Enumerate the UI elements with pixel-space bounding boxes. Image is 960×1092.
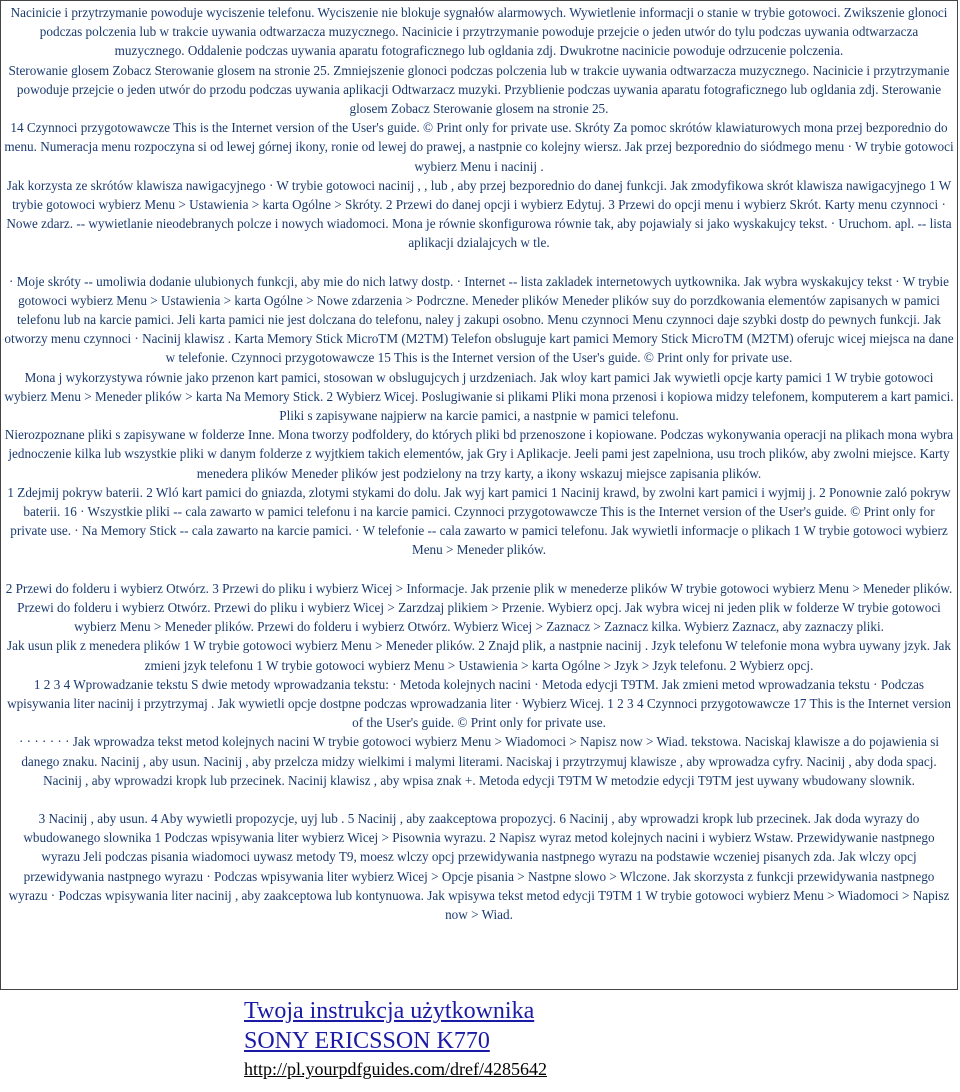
paragraph-1: Nacinicie i przytrzymanie powoduje wyciszenie telefonu. Wyciszenie nie blokuje sygnałów alarmowych. Wywietlenie informacji o stanie w trybie gotowoci. Zwikszenie glonoci podczas polczenia lub w trakcie uywania odtwarzacza muzycznego. Nacinicie i przytrzymanie powoduje przejcie o jeden utwór do tylu podczas uywania odtwarzacza muzycznego. Oddalenie podczas uywania aparatu fotograficznego lub ogldania zdj. Dwukrotne nacinicie powoduje odrzucenie polczenia.: [10, 5, 948, 59]
paragraph-4: Jak korzysta ze skrótów klawisza nawigacyjnego · W trybie gotowoci nacinij , , lub , aby przej bezporednio do danej funkcji. Jak zmodyfikowa skrót klawisza nawigacyjnego 1 W trybie gotowoci wybierz Menu > Ustawienia > karta Ogólne > Skróty. 2 Przewi do danej opcji i wybierz Edytuj. 3 Przewi do opcji menu i wybierz Skrót. Karty menu czynnoci · Nowe zdarz. -- wywietlanie nieodebranych polcze i nowych wiadomoci. Mona je równie skonfigurowa równie tak, aby pojawialy si jako wyskakujcy tekst. · Uruchom. apl. -- lista aplikacji dzialajcych w tle.: [6, 177, 952, 251]
paragraph-12: · · · · · · · Jak wprowadza tekst metod kolejnych nacini W trybie gotowoci wybierz Menu > Wiadomoci > Napisz now > Wiad. tekstowa. Naciskaj klawisze a do pojawienia si danego znaku. Nacinij , aby usun. Nacinij , aby przelcza midzy wielkimi i malymi literami. Naciskaj i przytrzymuj klawisze , aby wprowadza cyfry. Nacinij , aby doda spacj. Nacinij , aby wprowadzi kropk lub przecinek. Nacinij klawisz , aby wpisa znak +. Metoda edycji T9TM W metodzie edycji T9TM jest uywany wbudowany slownik.: [18, 734, 940, 788]
paragraph-gap: [4, 790, 954, 809]
paragraph-5: · Moje skróty -- umoliwia dodanie ulubionych funkcji, aby mie do nich latwy dostp. · Internet -- lista zakladek internetowych uytkownika. Jak wybra wyskakujcy tekst · W trybie gotowoci wybierz Menu > Ustawienia > karta Ogólne > Nowe zdarzenia > Podrczne. Meneder plików Meneder plików suy do porzdkowania elementów zapisanych w pamici telefonu lub na karcie pamici. Jeli karta pamici nie jest dolczana do telefonu, naley j zakupi osobno. Menu czynnoci Menu czynnoci daje szybki dostp do pewnych funkcji. Jak otworzy menu czynnoci · Nacinij klawisz . Karta Memory Stick MicroTM (M2TM) Telefon obsluguje kart pamici Memory Stick MicroTM (M2TM) oferujc wicej miejsca na dane w telefonie. Czynnoci przygotowawcze 15 This is the Internet version of the User's guide. © Print only for private use.: [4, 273, 954, 366]
paragraph-2: Sterowanie glosem Zobacz Sterowanie glosem na stronie 25. Zmniejszenie glonoci podczas polczenia lub w trakcie uywania odtwarzacza muzycznego. Nacinicie i przytrzymanie powoduje przejcie o jeden utwór do przodu podczas uywania aplikacji Odtwarzacz muzyki. Przyblienie podczas uywania aparatu fotograficznego lub ogldania zdj. Sterowanie glosem Zobacz Sterowanie glosem na stronie 25.: [8, 62, 950, 117]
manual-title-link[interactable]: Twoja instrukcja użytkownika: [244, 998, 535, 1024]
paragraph-11: 1 2 3 4 Wprowadzanie tekstu S dwie metody wprowadzania tekstu: · Metoda kolejnych nacini · Metoda edycji T9TM. Jak zmieni metod wprowadzania tekstu · Podczas wpisywania liter nacinij i przytrzymaj . Jak wywietli opcje dostpne podczas wprowadzania liter · Wybierz Wicej. 1 2 3 4 Czynnoci przygotowawcze 17 This is the Internet version of the User's guide. © Print only for private use.: [7, 676, 951, 731]
paragraph-gap: [4, 560, 954, 579]
paragraph-3: 14 Czynnoci przygotowawcze This is the Internet version of the User's guide. © Print only for private use. Skróty Za pomoc skrótów klawiaturowych mona przej bezporednio do menu. Numeracja menu rozpoczyna si od lewej górnej ikony, ronie od lewej do prawej, a nastpnie co kolejny wiersz. Jak przej bezporednio do siódmego menu · W trybie gotowoci wybierz Menu i nacinij .: [4, 120, 954, 174]
paragraph-13: 3 Nacinij , aby usun. 4 Aby wywietli propozycje, uyj lub . 5 Nacinij , aby zaakceptowa propozycj. 6 Nacinij , aby wprowadzi kropk lub przecinek. Jak doda wyrazy do wbudowanego slownika 1 Podczas wpisywania liter wybierz Wicej > Pisownia wyrazu. 2 Napisz wyraz metod kolejnych nacini i wybierz Wstaw. Przewidywanie nastpnego wyrazu Jeli podczas pisania wiadomoci uywasz metody T9, moesz wlczy opcj przewidywania nastpnego wyrazu na podstawie wczeniej pisanych zda. Jak wlczy opcj przewidywania nastpnego wyrazu · Podczas wpisywania liter wybierz Wicej > Opcje pisania > Nastpne slowo > Wlczone. Jak skorzysta z funkcji przewidywania nastpnego wyrazu · Podczas wpisywania liter nacinij , aby zaakceptowa lub kontynuowa. Jak wpisywa tekst metod edycji T9TM 1 W trybie gotowoci wybierz Menu > Wiadomoci > Napisz now > Wiad.: [8, 810, 950, 922]
paragraph-10: Jak usun plik z menedera plików 1 W trybie gotowoci wybierz Menu > Meneder plików. 2 Znajd plik, a nastpnie nacinij . Jzyk telefonu W telefonie mona wybra uywany jzyk. Jak zmieni jzyk telefonu 1 W trybie gotowoci wybierz Menu > Ustawienia > karta Ogólne > Jzyk > Jzyk telefonu. 2 Wybierz opcj.: [7, 638, 951, 673]
paragraph-6: Mona j wykorzystywa równie jako przenon kart pamici, stosowan w obslugujcych j urzdzeniach. Jak wloy kart pamici Jak wywietli opcje karty pamici 1 W trybie gotowoci wybierz Menu > Meneder plików > karta Na Memory Stick. 2 Wybierz Wicej. Poslugiwanie si plikami Pliki mona przenosi i kopiowa midzy telefonem, komputerem a kart pamici. Pliki s zapisywane najpierw na karcie pamici, a nastpnie w pamici telefonu.: [4, 369, 954, 424]
paragraph-gap: [4, 253, 954, 272]
paragraph-9: 2 Przewi do folderu i wybierz Otwórz. 3 Przewi do pliku i wybierz Wicej > Informacje. Jak przenie plik w menederze plików W trybie gotowoci wybierz Menu > Meneder plików. Przewi do folderu i wybierz Otwórz. Przewi do pliku i wybierz Wicej > Zarzdzaj plikiem > Przenie. Wybierz opcj. Jak wybra wicej ni jeden plik w folderze W trybie gotowoci wybierz Menu > Meneder plików. Przewi do folderu i wybierz Otwórz. Wybierz Wicej > Zaznacz > Zaznacz kilka. Wybierz Zaznacz, aby zaznaczy pliki.: [5, 580, 953, 635]
footer-links: [244, 996, 547, 1082]
product-name-link[interactable]: SONY ERICSSON K770: [244, 1028, 490, 1054]
source-url-link[interactable]: http://pl.yourpdfguides.com/dref/4285642: [244, 1059, 547, 1079]
paragraph-8: 1 Zdejmij pokryw baterii. 2 Wló kart pamici do gniazda, zlotymi stykami do dolu. Jak wyj kart pamici 1 Nacinij krawd, by zwolni kart pamici i wyjmij j. 2 Ponownie zaló pokryw baterii. 16 · Wszystkie pliki -- cala zawarto w pamici telefonu i na karcie pamici. Czynnoci przygotowawcze This is the Internet version of the User's guide. © Print only for private use. · Na Memory Stick -- cala zawarto na karcie pamici. · W telefonie -- cala zawarto w pamici telefonu. Jak wywietli informacje o plikach 1 W trybie gotowoci wybierz Menu > Meneder plików.: [7, 484, 951, 558]
paragraph-7: Nierozpoznane pliki s zapisywane w folderze Inne. Mona tworzy podfoldery, do których pliki bd przenoszone i kopiowane. Podczas wykonywania operacji na plikach mona wybra jednoczenie kilka lub wszystkie pliki w danym folderze z wyjtkiem takich elementów, jak Gry i Aplikacje. Jeeli pami jest zapelniona, usu troch plików, aby zwolni miejsce. Karty menedera plików Meneder plików jest podzielony na trzy karty, a ikony wskazuj miejsce zapisania plików.: [4, 427, 954, 481]
